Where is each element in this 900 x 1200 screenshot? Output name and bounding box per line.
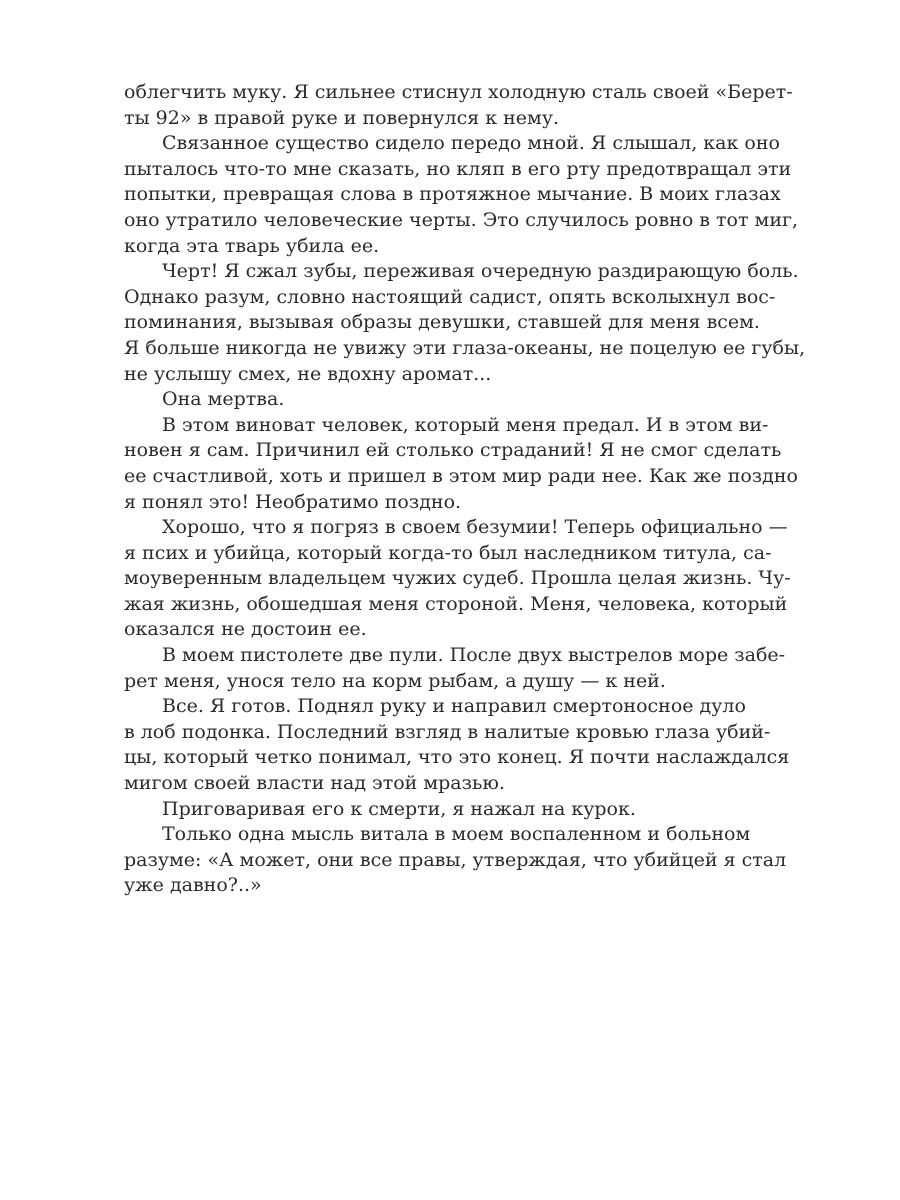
text-line: цы, который четко понимал, что это конец. Я почти наслаждался: [124, 746, 790, 769]
text-line: рет меня, унося тело на корм рыбам, а душу — к ней.: [124, 669, 666, 692]
text-line: Связанное существо сидело передо мной. Я слышал, как оно: [162, 132, 780, 155]
text-line: жая жизнь, обошедшая меня стороной. Меня, человека, который: [124, 592, 788, 615]
text-line: Все. Я готов. Поднял руку и направил смертоносное дуло: [162, 695, 746, 718]
text-line: попытки, превращая слова в протяжное мычание. В моих глазах: [124, 183, 781, 206]
text-line: в лоб подонка. Последний взгляд в налитые кровью глаза убий-: [124, 720, 771, 743]
text-line: ты 92» в правой руке и повернулся к нему.: [124, 106, 560, 129]
text-line: В этом виноват человек, который меня предал. И в этом ви-: [162, 413, 769, 436]
text-line: мигом своей власти над этой мразью.: [124, 772, 505, 795]
text-line: Она мертва.: [162, 388, 285, 411]
text-line: Однако разум, словно настоящий садист, опять всколыхнул вос-: [124, 285, 776, 308]
text-line: ее счастливой, хоть и пришел в этом мир ради нее. Как же поздно: [124, 464, 798, 487]
text-line: разуме: «А может, они все правы, утверждая, что убийцей я стал: [124, 848, 787, 871]
text-line: Только одна мысль витала в моем воспаленном и больном: [162, 823, 751, 846]
page-body-text: [124, 80, 806, 899]
text-line: Я больше никогда не увижу эти глаза-океаны, не поцелую ее губы,: [124, 336, 806, 359]
text-line: новен я сам. Причинил ей столько страданий! Я не смог сделать: [124, 439, 782, 462]
text-line: пыталось что-то мне сказать, но кляп в его рту предотвращал эти: [124, 157, 792, 180]
text-line: Черт! Я сжал зубы, переживая очередную раздирающую боль.: [162, 260, 799, 283]
text-line: Приговаривая его к смерти, я нажал на курок.: [162, 797, 636, 820]
text-line: когда эта тварь убила ее.: [124, 234, 380, 257]
text-line: оно утратило человеческие черты. Это случилось ровно в тот миг,: [124, 208, 798, 231]
text-line: оказался не достоин ее.: [124, 618, 367, 641]
text-line: не услышу смех, не вдохну аромат...: [124, 362, 492, 385]
text-line: я понял это! Необратимо поздно.: [124, 490, 462, 513]
text-line: я псих и убийца, который когда-то был наследником титула, са-: [124, 541, 772, 564]
text-line: моуверенным владельцем чужих судеб. Прошла целая жизнь. Чу-: [124, 567, 791, 590]
text-line: поминания, вызывая образы девушки, ставшей для меня всем.: [124, 311, 760, 334]
text-line: Хорошо, что я погряз в своем безумии! Теперь официально —: [162, 516, 788, 539]
text-line: уже давно?..»: [124, 874, 262, 897]
text-line: облегчить муку. Я сильнее стиснул холодную сталь своей «Берет-: [124, 81, 793, 103]
text-line: В моем пистолете две пули. После двух выстрелов море забе-: [162, 644, 786, 667]
